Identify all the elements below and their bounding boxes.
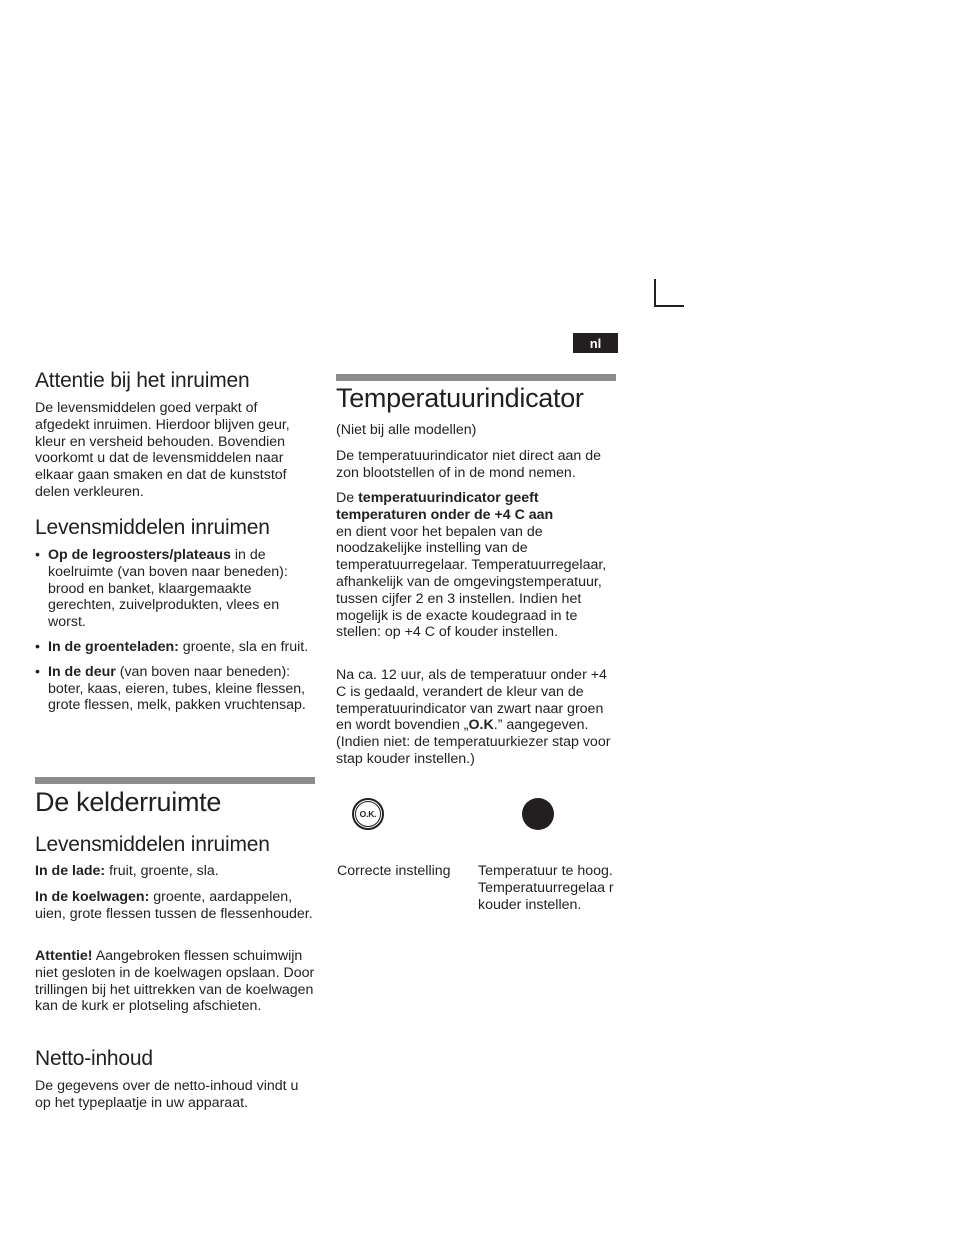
attentie-body: De levensmiddelen goed verpakt of afgedekt inruimen. Hierdoor blijven geur, kleur en versheid behouden. Bovendien voorkomt u dat de levensmiddelen naar elkaar gaan smaken en dat de kunststof delen verkleuren.: [35, 400, 290, 500]
language-badge: nl: [573, 333, 618, 353]
kelder-koelwagen: In de koelwagen: groente, aardappelen, uien, grote flessen tussen de flessenhouder.: [35, 889, 313, 922]
section-divider: [336, 374, 616, 381]
storage-list: [35, 547, 310, 722]
indicator-color-change: Na ca. 12 uur, als de temperatuur onder +4 C is gedaald, verandert de kleur van de temperatuurindicator van zwart naar groen en wordt bovendien „O.K.” aangegeven. (Indien niet: de temperatuurkiezer stap voor stap kouder instellen.): [336, 667, 611, 767]
section-heading-levensmiddelen-kelder: Levensmiddelen inruimen: [35, 833, 270, 856]
caption-too-warm: Temperatuur te hoog. Temperatuurregelaa r kouder instellen.: [478, 863, 614, 913]
section-title-kelderruimte: De kelderruimte: [35, 787, 222, 817]
kelder-attentie: Attentie! Aangebroken flessen schuimwijn niet gesloten in de koelwagen opslaan. Door trillingen bij het uittrekken van de koelwagen kan de kurk er plotseling afschieten.: [35, 948, 315, 1015]
model-note: (Niet bij alle modellen): [336, 422, 477, 438]
list-item: • In de deur (van boven naar beneden): boter, kaas, eieren, tubes, kleine flessen, grote flessen, melk, pakken vruchtensap.: [35, 663, 306, 714]
section-divider: [35, 777, 315, 784]
indicator-description: De temperatuurindicator geeft temperaturen onder de +4 C aan en dient voor het bepalen van de noodzakelijke instelling van de temperatuurregelaar. Temperatuurregelaar, afhankelijk van de omgevingstemperatuur, tussen cijfer 2 en 3 instellen. Indien het mogelijk is de exacte koudegraad in te stellen: op +4 C of kouder instellen.: [336, 490, 607, 641]
caption-correct: Correcte instelling: [337, 863, 451, 879]
indicator-warning: De temperatuurindicator niet direct aan de zon blootstellen of in de mond nemen.: [336, 448, 601, 481]
crop-mark-vertical: [654, 279, 656, 307]
indicator-dark-icon: [522, 798, 554, 830]
section-heading-levensmiddelen: Levensmiddelen inruimen: [35, 516, 270, 539]
indicator-ok-label: O.K.: [355, 801, 381, 827]
crop-mark-horizontal: [654, 305, 684, 307]
indicator-ok-icon: [352, 798, 384, 830]
list-item: • In de groenteladen: groente, sla en fruit.: [35, 638, 309, 655]
section-title-temperatuurindicator: Temperatuurindicator: [336, 383, 584, 413]
section-heading-netto: Netto-inhoud: [35, 1047, 153, 1070]
list-item: • Op de legroosters/plateaus in de koelruimte (van boven naar beneden): brood en banket, klaargemaakte gerechten, zuivelprodukten, vlees en worst.: [35, 547, 288, 631]
section-heading-attentie: Attentie bij het inruimen: [35, 369, 250, 392]
netto-body: De gegevens over de netto-inhoud vindt u op het typeplaatje in uw apparaat.: [35, 1078, 299, 1111]
kelder-lade: In de lade: fruit, groente, sla.: [35, 863, 219, 879]
